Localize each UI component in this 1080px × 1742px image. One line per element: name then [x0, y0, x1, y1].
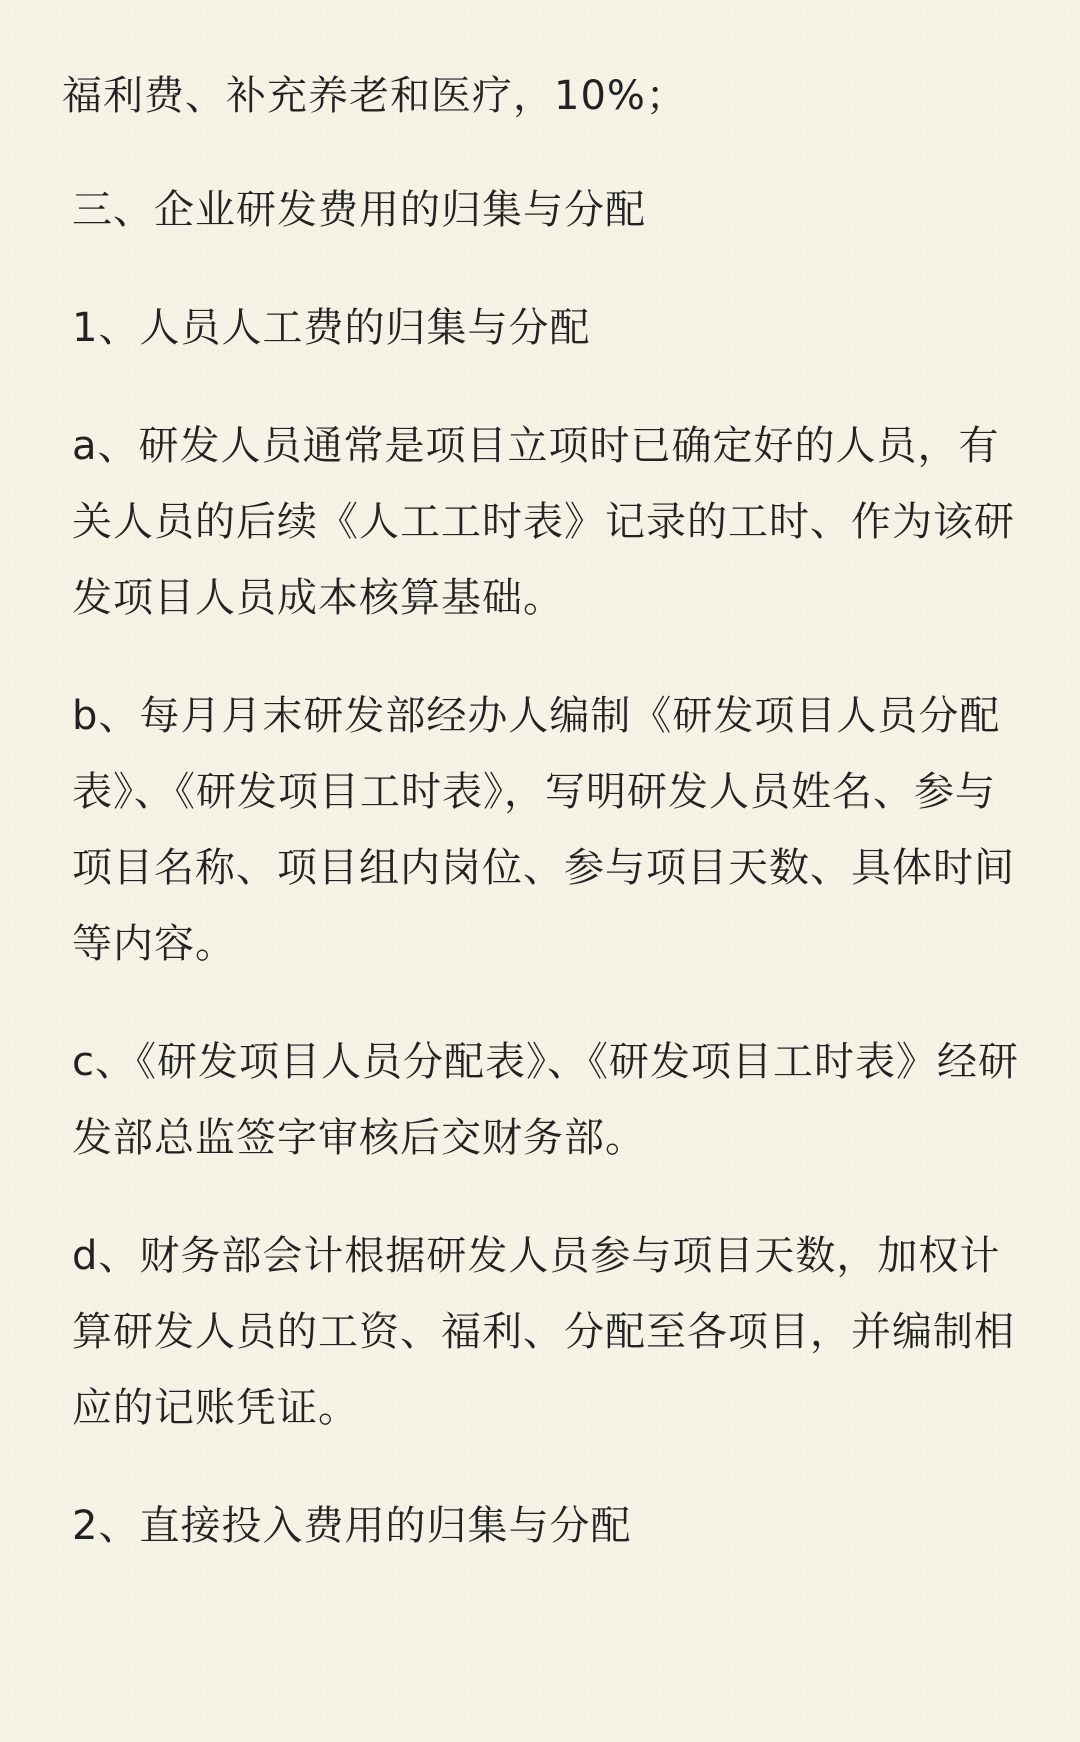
subsection-heading-direct-input-cost: 2、直接投入费用的归集与分配 — [72, 1503, 632, 1549]
paragraph-item-d: d、财务部会计根据研发人员参与项目天数，加权计算研发人员的工资、福利、分配至各项目，并编制相应的记账凭证。 — [72, 1233, 1015, 1431]
document-body — [62, 58, 1022, 1606]
section-heading-rd-expense-allocation: 三、企业研发费用的归集与分配 — [72, 187, 646, 233]
paragraph-item-c: c、《研发项目人员分配表》、《研发项目工时表》经研发部总监签字审核后交财务部。 — [72, 1039, 1019, 1161]
paragraph-welfare-expense: 福利费、补充养老和医疗，10%； — [62, 73, 687, 119]
paragraph-item-a: a、研发人员通常是项目立项时已确定好的人员，有关人员的后续《人工工时表》记录的工时、作为该研发项目人员成本核算基础。 — [72, 423, 1015, 621]
subsection-heading-personnel-labor-cost: 1、人员人工费的归集与分配 — [72, 305, 591, 351]
paragraph-item-b: b、每月月末研发部经办人编制《研发项目人员分配表》、《研发项目工时表》，写明研发人员姓名、参与项目名称、项目组内岗位、参与项目天数、具体时间等内容。 — [72, 693, 1015, 967]
